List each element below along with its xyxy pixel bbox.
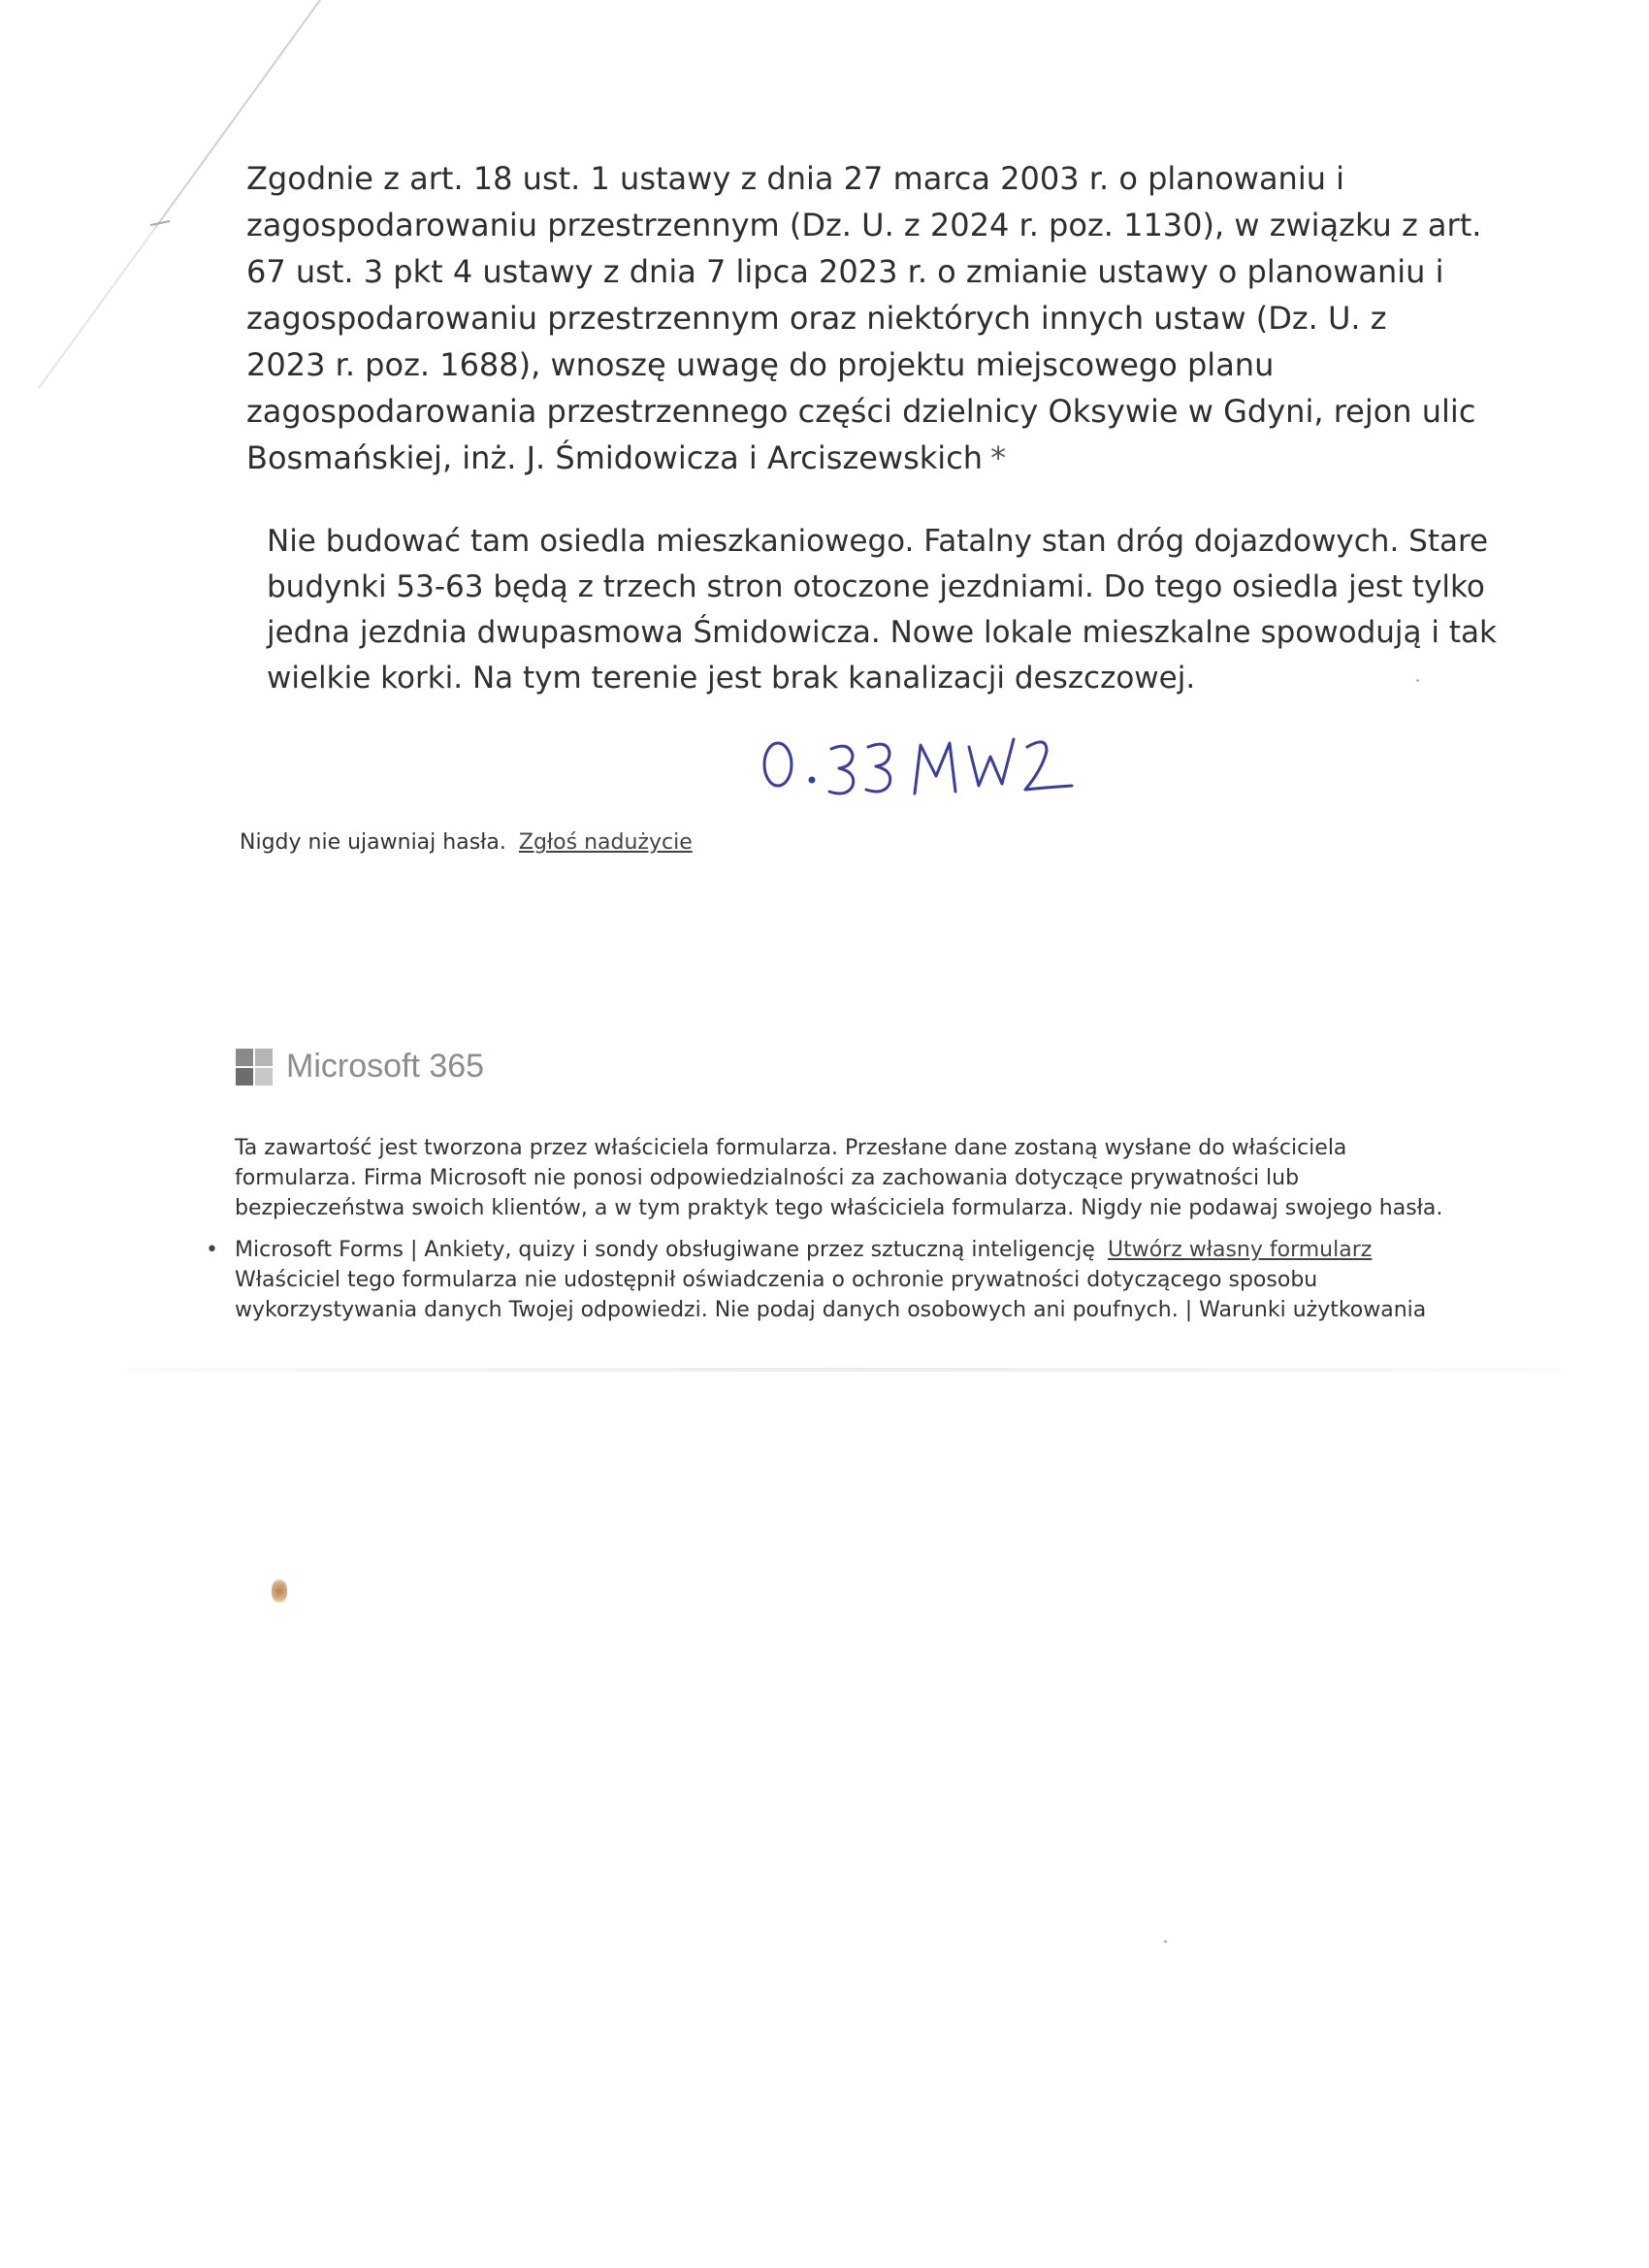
disclaimer-line: formularza. Firma Microsoft nie ponosi odpowiedzialności za zachowania dotyczące prywatności lub [235,1166,1300,1190]
disclaimer-line: Ta zawartość jest tworzona przez właściciela formularza. Przesłane dane zostaną wysłane do właściciela [235,1136,1347,1160]
scan-speck [1164,1940,1167,1943]
answer-textarea[interactable] [267,519,1497,696]
answer-line: budynki 53-63 będą z trzech stron otoczone jezdniami. Do tego osiedla jest tylko [267,569,1485,604]
scan-speck [1416,679,1419,682]
card-bottom-edge [126,1368,1562,1372]
microsoft-logo-icon [236,1049,273,1085]
handwritten-note [752,718,1140,815]
question-line: zagospodarowania przestrzennego części dzielnicy Oksywie w Gdyni, rejon ulic [246,393,1476,430]
microsoft-365-brand [236,1048,484,1085]
form-footer [206,1133,1467,1325]
forms-label: Microsoft Forms [235,1238,404,1262]
question-line-text: Bosmańskiej, inż. J. Śmidowicza i Arciszewskich [246,439,984,476]
question-line: 2023 r. poz. 1688), wnoszę uwagę do projektu miejscowego planu [246,346,1275,383]
report-abuse-link[interactable]: Zgłoś nadużycie [518,830,693,855]
question-line [246,435,1469,481]
password-warning [240,830,693,855]
question-line: zagospodarowaniu przestrzennym oraz niektórych innych ustaw (Dz. U. z [246,300,1387,337]
create-form-link[interactable]: Utwórz własny formularz [1107,1238,1373,1262]
bullet-icon: • [206,1238,218,1262]
forms-desc: | Ankiety, quizy i sondy obsługiwane przez sztuczną inteligencję [410,1238,1095,1262]
question-line: Zgodnie z art. 18 ust. 1 ustawy z dnia 27 marca 2003 r. o planowaniu i [246,160,1345,197]
forms-info-line [206,1235,1467,1265]
disclaimer-line: bezpieczeństwa swoich klientów, a w tym praktyk tego właściciela formularza. Nigdy nie podawaj swojego hasła. [235,1196,1443,1220]
privacy-line: wykorzystywania danych Twojej odpowiedzi. Nie podaj danych osobowych ani poufnych. | Warunki użytkowania [235,1298,1427,1322]
answer-line: wielkie korki. Na tym terenie jest brak kanalizacji deszczowej. [267,661,1196,696]
question-line: zagospodarowaniu przestrzennym (Dz. U. z 2024 r. poz. 1130), w związku z art. [246,207,1482,243]
password-warning-text: Nigdy nie ujawniaj hasła. [240,830,506,855]
scan-stain [272,1579,287,1603]
question-text [246,155,1482,481]
answer-line: jedna jezdnia dwupasmowa Śmidowicza. Nowe lokale mieszkalne spowodują i tak [267,615,1497,650]
question-line: 67 ust. 3 pkt 4 ustawy z dnia 7 lipca 2023 r. o zmianie ustawy o planowaniu i [246,253,1444,290]
required-mark: * [990,439,1007,476]
handwritten-note-drawing [752,718,1140,815]
privacy-line: Właściciel tego formularza nie udostępnił oświadczenia o ochronie prywatności dotyczącego sposobu [235,1268,1318,1292]
brand-name: Microsoft 365 [286,1048,485,1085]
answer-line: Nie budować tam osiedla mieszkaniowego. Fatalny stan dróg dojazdowych. Stare [267,524,1489,559]
